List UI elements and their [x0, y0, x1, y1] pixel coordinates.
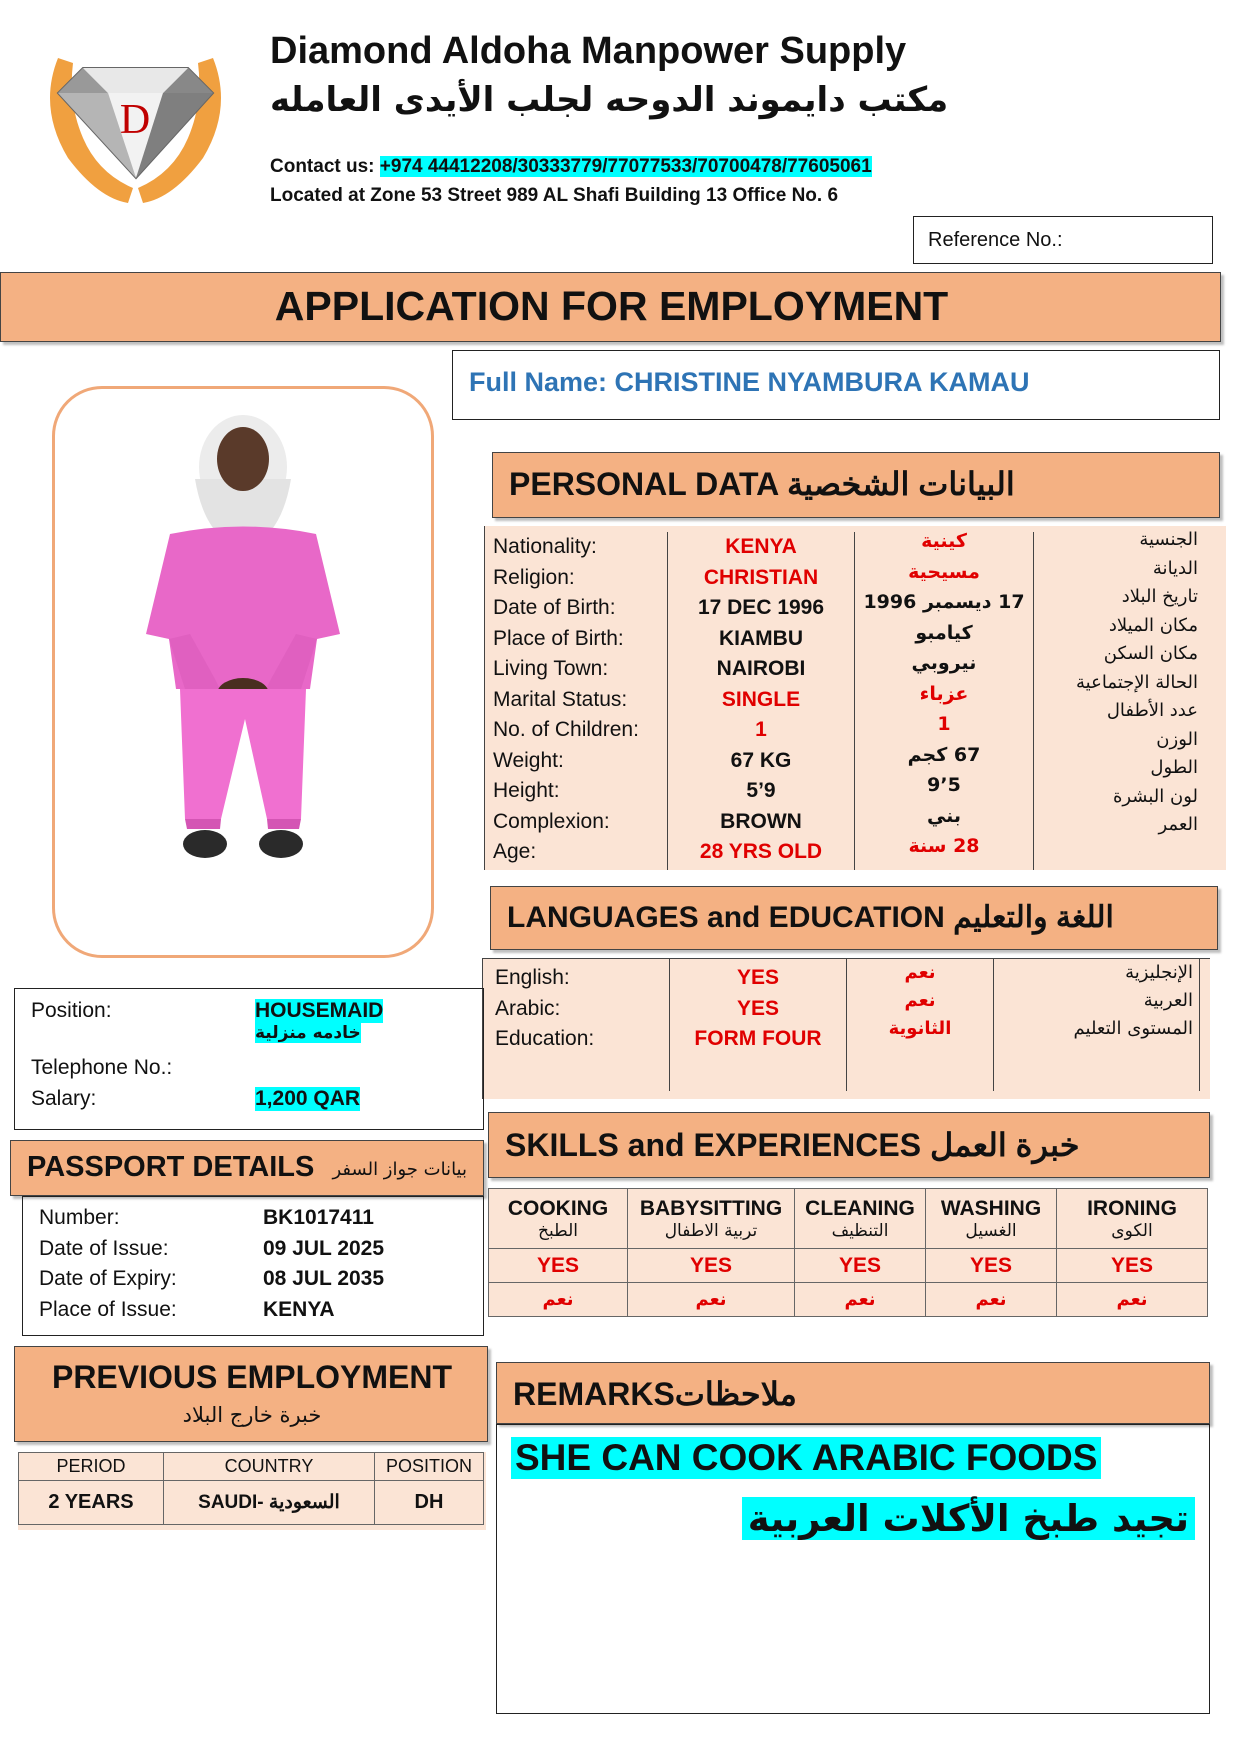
passport-box — [22, 1196, 484, 1336]
value-arabic: YES — [736, 996, 780, 1020]
label-marital: Marital Status: — [493, 687, 628, 711]
label-ar-living-town: مكان السكن — [1103, 643, 1198, 664]
languages-header — [490, 886, 1218, 950]
label-complexion: Complexion: — [493, 809, 610, 833]
value-children: 1 — [755, 718, 767, 741]
value-pob: KIAMBU — [719, 626, 803, 650]
remarks-box — [496, 1424, 1210, 1714]
label-english: English: — [495, 966, 570, 989]
skill-babysitting-en: BABYSITTING — [639, 1196, 783, 1220]
position-box — [14, 988, 484, 1130]
company-name-ar: مكتب دايموند الدوحه لجلب الأيدى العامله — [270, 80, 949, 120]
skill-cleaning-ar: التنظيف — [831, 1220, 889, 1241]
label-ar-pob: مكان الميلاد — [1108, 614, 1198, 636]
skill-babysitting-value-ar: نعم — [628, 1283, 795, 1317]
page-title: APPLICATION FOR EMPLOYMENT — [274, 283, 949, 329]
value-ar-marital: عزباء — [919, 682, 969, 705]
reference-box — [913, 216, 1213, 264]
personal-values — [668, 532, 854, 868]
value-ar-education: الثانوية — [888, 1018, 952, 1039]
value-living-town: NAIROBI — [716, 657, 806, 680]
prev-employment-table — [18, 1452, 486, 1530]
skill-ironing — [1057, 1189, 1208, 1249]
personal-data-header — [492, 452, 1220, 518]
label-height: Height: — [493, 779, 560, 802]
label-dob: Date of Birth: — [493, 596, 616, 619]
label-passport-issue: Date of Issue: — [39, 1236, 169, 1260]
label-children: No. of Children: — [493, 718, 639, 741]
label-arabic: Arabic: — [495, 996, 561, 1020]
personal-labels-ar — [1035, 526, 1198, 840]
prev-employment-heading-en: PREVIOUS EMPLOYMENT — [51, 1359, 453, 1395]
skill-cleaning — [795, 1189, 926, 1249]
label-education: Education: — [495, 1027, 595, 1050]
value-height: 5’9 — [746, 779, 776, 802]
value-religion: CHRISTIAN — [703, 565, 819, 589]
remarks-line-ar: تجيد طبخ الأكلات العربية — [742, 1497, 1195, 1540]
label-living-town: Living Town: — [493, 657, 609, 680]
label-nationality: Nationality: — [493, 535, 597, 558]
value-ar-english: نعم — [904, 962, 936, 983]
value-ar-age: 28 سنة — [908, 835, 980, 857]
position-value-ar: خادمه منزلية — [255, 1023, 361, 1043]
cell-period: 2 YEARS — [19, 1481, 164, 1525]
label-pob: Place of Birth: — [493, 626, 624, 650]
passport-values — [263, 1203, 384, 1325]
value-ar-religion: مسيحية — [908, 560, 980, 583]
label-ar-nationality: الجنسية — [1139, 529, 1198, 550]
full-name: Full Name: CHRISTINE NYAMBURA KAMAU — [469, 367, 1030, 397]
value-weight: 67 KG — [730, 748, 792, 772]
label-ar-marital: الحالة الإجتماعية — [1076, 671, 1198, 693]
telephone-label: Telephone No.: — [31, 1056, 173, 1079]
value-ar-complexion: بني — [926, 804, 962, 827]
skill-cooking-en: COOKING — [507, 1196, 609, 1220]
personal-data-table — [484, 526, 1226, 870]
applicant-photo — [52, 386, 434, 958]
col-period: PERIOD — [19, 1453, 164, 1481]
label-age: Age: — [493, 840, 537, 863]
address-line: Located at Zone 53 Street 989 AL Shafi Building 13 Office No. 6 — [270, 185, 839, 206]
value-education: FORM FOUR — [694, 1027, 822, 1050]
languages-table — [482, 958, 1210, 1099]
skill-ironing-en: IRONING — [1087, 1196, 1177, 1220]
company-logo — [28, 38, 243, 208]
label-ar-dob: تاريخ البلاد — [1121, 586, 1198, 607]
skill-cleaning-value-ar: نعم — [795, 1283, 926, 1317]
skills-heading: SKILLS and EXPERIENCES خبرة العمل — [505, 1127, 1080, 1163]
languages-labels — [495, 963, 594, 1055]
label-passport-number: Number: — [39, 1206, 120, 1229]
label-passport-expiry: Date of Expiry: — [39, 1267, 177, 1290]
languages-labels-ar — [995, 959, 1193, 1043]
skill-cooking — [489, 1189, 628, 1249]
passport-heading-ar: بيانات جواز السفر — [332, 1159, 467, 1180]
remarks-line-en: SHE CAN COOK ARABIC FOODS — [511, 1437, 1101, 1479]
value-ar-height: 5’9 — [927, 774, 961, 796]
label-ar-children: عدد الأطفال — [1106, 700, 1198, 721]
languages-heading: LANGUAGES and EDUCATION اللغة والتعليم — [507, 901, 1114, 934]
passport-heading-en: PASSPORT DETAILS — [27, 1151, 315, 1183]
value-ar-living-town: نيروبي — [911, 652, 977, 674]
value-ar-dob: 17 ديسمبر 1996 — [863, 591, 1025, 613]
value-ar-pob: كيامبو — [915, 621, 973, 644]
position-value: HOUSEMAID — [255, 999, 384, 1022]
skill-cooking-ar: الطبخ — [538, 1220, 578, 1241]
label-ar-english: الإنجليزية — [1125, 962, 1193, 983]
skill-washing-value: YES — [926, 1249, 1057, 1283]
salary-label: Salary: — [31, 1087, 97, 1110]
prev-employment-header — [14, 1346, 488, 1442]
languages-values-ar — [847, 959, 993, 1043]
skills-table — [488, 1188, 1208, 1316]
value-age: 28 YRS OLD — [699, 840, 823, 863]
value-passport-expiry: 08 JUL 2035 — [263, 1267, 385, 1290]
skill-ironing-value: YES — [1057, 1249, 1208, 1283]
skill-babysitting-ar: تربية الاطفال — [664, 1220, 758, 1241]
value-ar-children: 1 — [937, 713, 951, 735]
position-label: Position: — [31, 999, 112, 1022]
value-passport-number: BK1017411 — [263, 1206, 374, 1229]
col-position: POSITION — [375, 1453, 484, 1481]
remarks-heading: REMARKSملاحظات — [513, 1376, 797, 1412]
label-passport-place: Place of Issue: — [39, 1297, 177, 1321]
label-ar-education: المستوى التعليم — [1073, 1018, 1193, 1039]
skill-babysitting-value: YES — [628, 1249, 795, 1283]
title-bar — [0, 272, 1221, 342]
skill-cleaning-en: CLEANING — [805, 1196, 915, 1220]
salary-value: 1,200 QAR — [255, 1087, 361, 1110]
value-ar-nationality: كينية — [921, 530, 967, 552]
value-ar-arabic: نعم — [904, 990, 936, 1011]
value-english: YES — [736, 966, 780, 989]
skill-washing-value-ar: نعم — [926, 1283, 1057, 1317]
skills-header — [488, 1112, 1210, 1178]
cell-country: SAUDI- السعودية — [164, 1481, 375, 1525]
label-ar-arabic: العربية — [1143, 990, 1193, 1011]
company-name-en: Diamond Aldoha Manpower Supply — [270, 30, 907, 72]
reference-label: Reference No.: — [928, 229, 1063, 251]
label-weight: Weight: — [493, 748, 564, 772]
skill-ironing-ar: الكوى — [1111, 1220, 1153, 1241]
label-ar-height: الطول — [1150, 757, 1198, 778]
skill-cooking-value-ar: نعم — [489, 1283, 628, 1317]
value-dob: 17 DEC 1996 — [697, 596, 825, 619]
skill-washing-en: WASHING — [940, 1196, 1042, 1220]
label-ar-age: العمر — [1158, 814, 1198, 835]
skill-ironing-value-ar: نعم — [1057, 1283, 1208, 1317]
label-ar-religion: الديانة — [1152, 557, 1198, 579]
remarks-header — [496, 1362, 1210, 1424]
personal-values-ar — [855, 526, 1033, 862]
personal-labels — [493, 532, 639, 868]
skill-washing — [926, 1189, 1057, 1249]
languages-values — [670, 963, 846, 1055]
contact-numbers: +974 44412208/30333779/77077533/70700478/77605061 — [379, 156, 872, 177]
logo-letters: D — [119, 97, 151, 143]
value-nationality: KENYA — [725, 535, 797, 558]
full-name-box — [452, 350, 1220, 420]
value-marital: SINGLE — [721, 687, 801, 711]
passport-labels — [39, 1203, 177, 1325]
value-ar-weight: 67 كجم — [907, 743, 981, 766]
contact-label: Contact us: — [270, 156, 375, 177]
label-religion: Religion: — [493, 565, 575, 589]
prev-employment-heading-ar: خبرة خارج البلاد — [182, 1403, 322, 1427]
value-complexion: BROWN — [720, 809, 802, 833]
contact-line — [270, 156, 872, 178]
personal-data-heading: PERSONAL DATA البيانات الشخصية — [509, 466, 1015, 502]
col-country: COUNTRY — [164, 1453, 375, 1481]
cell-position: DH — [375, 1481, 484, 1525]
label-ar-complexion: لون البشرة — [1112, 785, 1198, 807]
skill-babysitting — [628, 1189, 795, 1249]
skill-cleaning-value: YES — [795, 1249, 926, 1283]
passport-header — [10, 1140, 484, 1196]
label-ar-weight: الوزن — [1156, 728, 1198, 750]
value-passport-issue: 09 JUL 2025 — [263, 1236, 385, 1260]
skill-washing-ar: الغسيل — [965, 1220, 1017, 1241]
skill-cooking-value: YES — [489, 1249, 628, 1283]
value-passport-place: KENYA — [263, 1297, 335, 1321]
